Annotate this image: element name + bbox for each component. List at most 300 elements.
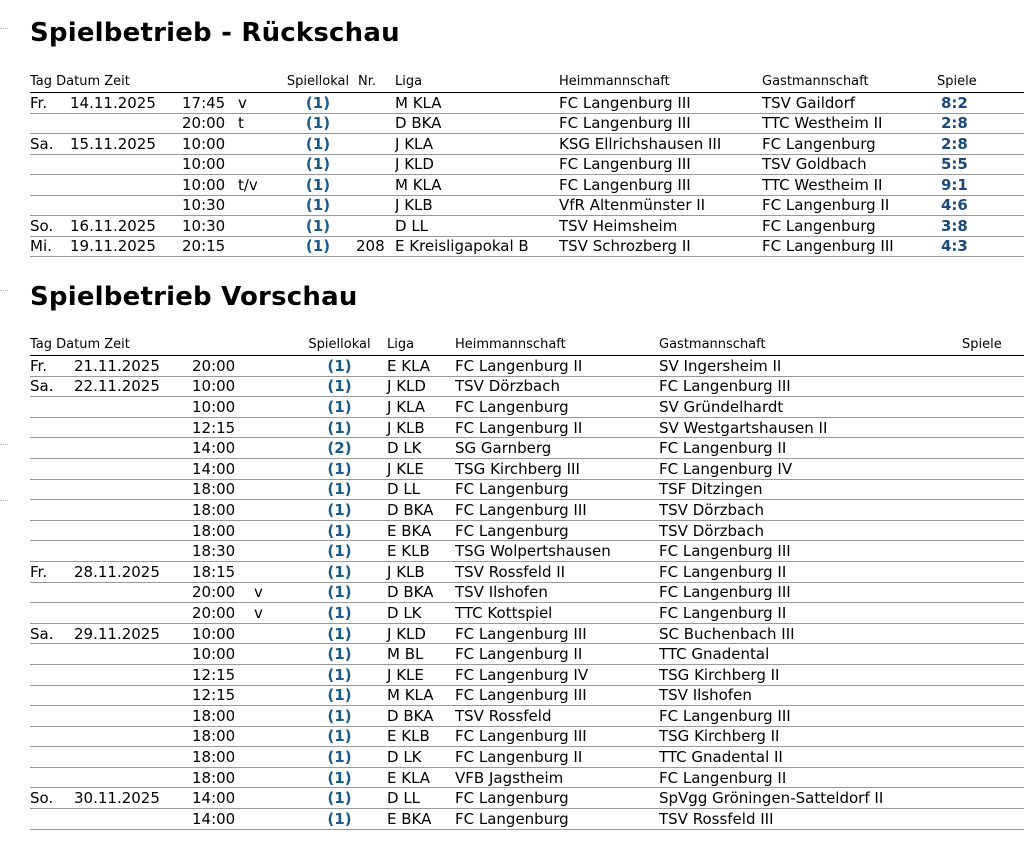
table-row xyxy=(30,788,1024,809)
cell-gast: FC Langenburg II xyxy=(659,603,962,624)
spiellokal-link[interactable]: (1) xyxy=(296,706,383,727)
cell-gast: FC Langenburg IV xyxy=(659,458,962,479)
cell-tag xyxy=(30,417,70,438)
table-row xyxy=(30,417,1024,438)
cell-nr xyxy=(350,195,395,216)
cell-flag xyxy=(248,767,296,788)
cell-gast: FC Langenburg III xyxy=(659,376,962,397)
cell-zeit: 18:00 xyxy=(192,479,248,500)
cell-flag xyxy=(238,216,286,237)
spiellokal-link[interactable]: (1) xyxy=(296,397,383,418)
spiellokal-link[interactable]: (1) xyxy=(296,767,383,788)
spiellokal-link[interactable]: (1) xyxy=(286,175,350,196)
cell-liga: J KLB xyxy=(383,561,455,582)
cell-datum xyxy=(70,767,192,788)
cell-datum xyxy=(70,809,192,830)
cell-zeit: 10:00 xyxy=(182,154,238,175)
table-row xyxy=(30,479,1024,500)
cell-flag xyxy=(248,664,296,685)
cell-flag xyxy=(248,479,296,500)
cell-liga: J KLD xyxy=(395,154,559,175)
cell-spiele xyxy=(962,809,1024,830)
cell-tag xyxy=(30,644,70,665)
margin-mark xyxy=(0,444,8,445)
cell-heim: FC Langenburg IV xyxy=(455,664,659,685)
cell-flag xyxy=(248,520,296,541)
cell-spiele xyxy=(962,438,1024,459)
cell-gast: TTC Gnadental II xyxy=(659,747,962,768)
cell-tag: Sa. xyxy=(30,376,70,397)
cell-zeit: 20:00 xyxy=(192,356,248,377)
cell-spiele xyxy=(962,664,1024,685)
cell-tag: Sa. xyxy=(30,134,70,155)
spiellokal-link[interactable]: (1) xyxy=(296,417,383,438)
cell-flag: v xyxy=(248,582,296,603)
cell-spiele xyxy=(962,500,1024,521)
cell-gast: FC Langenburg II xyxy=(659,767,962,788)
cell-liga: J KLB xyxy=(395,195,559,216)
cell-heim: FC Langenburg III xyxy=(455,726,659,747)
cell-heim: TSV Rossfeld xyxy=(455,706,659,727)
cell-flag xyxy=(248,417,296,438)
cell-gast: SV Westgartshausen II xyxy=(659,417,962,438)
table-row xyxy=(30,541,1024,562)
score-link[interactable]: 3:8 xyxy=(937,216,1024,237)
cell-spiele xyxy=(962,541,1024,562)
cell-liga: D BKA xyxy=(383,582,455,603)
cell-heim: TSV Ilshofen xyxy=(455,582,659,603)
spiellokal-link[interactable]: (1) xyxy=(286,216,350,237)
cell-gast: TTC Westheim II xyxy=(762,113,937,134)
cell-nr xyxy=(350,175,395,196)
cell-flag xyxy=(248,747,296,768)
score-link[interactable]: 5:5 xyxy=(937,154,1024,175)
cell-zeit: 20:15 xyxy=(182,236,238,257)
cell-gast: TSF Ditzingen xyxy=(659,479,962,500)
cell-datum xyxy=(70,644,192,665)
spiellokal-link[interactable]: (1) xyxy=(296,685,383,706)
cell-datum: 16.11.2025 xyxy=(70,216,182,237)
cell-zeit: 12:15 xyxy=(192,685,248,706)
header-liga: Liga xyxy=(383,335,455,356)
table-row xyxy=(30,216,1024,237)
cell-tag xyxy=(30,154,70,175)
cell-tag xyxy=(30,706,70,727)
spiellokal-link[interactable]: (1) xyxy=(286,93,350,114)
cell-heim: VfR Altenmünster II xyxy=(559,195,762,216)
cell-flag xyxy=(248,788,296,809)
table-row xyxy=(30,520,1024,541)
cell-zeit: 18:00 xyxy=(192,726,248,747)
cell-spiele xyxy=(962,685,1024,706)
cell-heim: FC Langenburg II xyxy=(455,644,659,665)
header-heim: Heimmannschaft xyxy=(559,72,762,93)
cell-datum xyxy=(70,747,192,768)
cell-heim: FC Langenburg xyxy=(455,397,659,418)
cell-zeit: 10:00 xyxy=(192,397,248,418)
cell-nr xyxy=(350,134,395,155)
table-row xyxy=(30,500,1024,521)
cell-zeit: 10:30 xyxy=(182,195,238,216)
cell-liga: E Kreisligapokal B xyxy=(395,236,559,257)
cell-tag: Fr. xyxy=(30,93,70,114)
cell-gast: TSV Dörzbach xyxy=(659,500,962,521)
cell-heim: FC Langenburg III xyxy=(455,685,659,706)
cell-liga: J KLA xyxy=(395,134,559,155)
cell-tag xyxy=(30,726,70,747)
margin-mark xyxy=(0,290,8,291)
cell-heim: FC Langenburg III xyxy=(559,113,762,134)
cell-flag xyxy=(248,644,296,665)
cell-tag xyxy=(30,175,70,196)
cell-tag xyxy=(30,500,70,521)
cell-zeit: 12:15 xyxy=(192,417,248,438)
cell-tag: Fr. xyxy=(30,356,70,377)
cell-spiele xyxy=(962,561,1024,582)
cell-spiele xyxy=(962,788,1024,809)
cell-spiele xyxy=(962,623,1024,644)
cell-liga: E KLB xyxy=(383,541,455,562)
cell-flag xyxy=(248,397,296,418)
cell-flag xyxy=(238,195,286,216)
cell-heim: TSG Kirchberg III xyxy=(455,458,659,479)
spiellokal-link[interactable]: (1) xyxy=(296,726,383,747)
cell-tag xyxy=(30,520,70,541)
cell-spiele xyxy=(962,376,1024,397)
cell-tag xyxy=(30,195,70,216)
header-spiele: Spiele xyxy=(962,335,1024,356)
header-gast: Gastmannschaft xyxy=(659,335,962,356)
table-row xyxy=(30,236,1024,257)
cell-zeit: 18:30 xyxy=(192,541,248,562)
cell-datum xyxy=(70,113,182,134)
cell-datum xyxy=(70,458,192,479)
spiellokal-link[interactable]: (1) xyxy=(286,134,350,155)
cell-datum xyxy=(70,706,192,727)
cell-datum: 21.11.2025 xyxy=(70,356,192,377)
cell-heim: FC Langenburg II xyxy=(455,356,659,377)
cell-gast: FC Langenburg xyxy=(762,216,937,237)
cell-liga: M KLA xyxy=(383,685,455,706)
cell-liga: E KLA xyxy=(383,356,455,377)
cell-datum xyxy=(70,438,192,459)
cell-tag xyxy=(30,458,70,479)
table-row xyxy=(30,726,1024,747)
header-heim: Heimmannschaft xyxy=(455,335,659,356)
cell-gast: TTC Gnadental xyxy=(659,644,962,665)
cell-heim: FC Langenburg III xyxy=(455,500,659,521)
cell-zeit: 20:00 xyxy=(192,603,248,624)
table-row xyxy=(30,809,1024,830)
cell-zeit: 20:00 xyxy=(182,113,238,134)
cell-gast: FC Langenburg III xyxy=(659,541,962,562)
table-row xyxy=(30,603,1024,624)
cell-flag xyxy=(248,376,296,397)
cell-liga: D BKA xyxy=(383,706,455,727)
cell-datum xyxy=(70,541,192,562)
cell-spiele xyxy=(962,644,1024,665)
cell-tag: Mi. xyxy=(30,236,70,257)
cell-gast: TSV Gaildorf xyxy=(762,93,937,114)
cell-liga: E BKA xyxy=(383,520,455,541)
cell-liga: J KLD xyxy=(383,376,455,397)
cell-zeit: 14:00 xyxy=(192,458,248,479)
spiellokal-link[interactable]: (1) xyxy=(296,541,383,562)
score-link[interactable]: 4:3 xyxy=(937,236,1024,257)
cell-heim: FC Langenburg III xyxy=(559,93,762,114)
cell-flag xyxy=(248,500,296,521)
cell-zeit: 18:15 xyxy=(192,561,248,582)
spiellokal-link[interactable]: (1) xyxy=(296,603,383,624)
cell-gast: TSV Goldbach xyxy=(762,154,937,175)
cell-zeit: 10:00 xyxy=(192,623,248,644)
table-row xyxy=(30,356,1024,377)
cell-heim: FC Langenburg xyxy=(455,788,659,809)
cell-tag xyxy=(30,747,70,768)
cell-datum xyxy=(70,664,192,685)
cell-flag xyxy=(248,438,296,459)
cell-heim: KSG Ellrichshausen III xyxy=(559,134,762,155)
cell-tag: Fr. xyxy=(30,561,70,582)
cell-spiele xyxy=(962,458,1024,479)
cell-gast: SpVgg Gröningen-Satteldorf II xyxy=(659,788,962,809)
cell-liga: D LK xyxy=(383,747,455,768)
cell-liga: D BKA xyxy=(395,113,559,134)
spiellokal-link[interactable]: (1) xyxy=(296,376,383,397)
table-row xyxy=(30,623,1024,644)
cell-gast: TSV Rossfeld III xyxy=(659,809,962,830)
cell-datum xyxy=(70,397,192,418)
score-link[interactable]: 2:8 xyxy=(937,134,1024,155)
cell-datum xyxy=(70,582,192,603)
spiellokal-link[interactable]: (2) xyxy=(296,438,383,459)
spiellokal-link[interactable]: (1) xyxy=(296,356,383,377)
spiellokal-link[interactable]: (1) xyxy=(286,113,350,134)
cell-zeit: 14:00 xyxy=(192,809,248,830)
cell-flag xyxy=(248,356,296,377)
table-row xyxy=(30,747,1024,768)
header-spiele: Spiele xyxy=(937,72,1024,93)
rueckschau-table xyxy=(30,72,1024,257)
cell-datum: 15.11.2025 xyxy=(70,134,182,155)
header-nr: Nr. xyxy=(350,72,395,93)
cell-flag xyxy=(248,726,296,747)
cell-zeit: 10:30 xyxy=(182,216,238,237)
cell-gast: FC Langenburg II xyxy=(659,438,962,459)
cell-datum: 29.11.2025 xyxy=(70,623,192,644)
cell-gast: TSG Kirchberg II xyxy=(659,664,962,685)
cell-tag xyxy=(30,685,70,706)
cell-gast: TTC Westheim II xyxy=(762,175,937,196)
spiellokal-link[interactable]: (1) xyxy=(286,195,350,216)
cell-heim: TSV Heimsheim xyxy=(559,216,762,237)
cell-liga: M KLA xyxy=(395,175,559,196)
table-row xyxy=(30,664,1024,685)
spiellokal-link[interactable]: (1) xyxy=(296,788,383,809)
table-header xyxy=(30,335,1024,356)
cell-liga: J KLE xyxy=(383,458,455,479)
cell-nr: 208 xyxy=(350,236,395,257)
spiellokal-link[interactable]: (1) xyxy=(296,561,383,582)
cell-heim: TSG Wolpertshausen xyxy=(455,541,659,562)
table-row xyxy=(30,767,1024,788)
cell-heim: SG Garnberg xyxy=(455,438,659,459)
cell-tag xyxy=(30,767,70,788)
spiellokal-link[interactable]: (1) xyxy=(296,458,383,479)
cell-zeit: 10:00 xyxy=(182,134,238,155)
table-row xyxy=(30,93,1024,114)
cell-flag xyxy=(248,541,296,562)
cell-liga: M KLA xyxy=(395,93,559,114)
spiellokal-link[interactable]: (1) xyxy=(286,154,350,175)
cell-datum xyxy=(70,500,192,521)
cell-nr xyxy=(350,93,395,114)
table-row xyxy=(30,706,1024,727)
spiellokal-link[interactable]: (1) xyxy=(296,623,383,644)
cell-tag xyxy=(30,809,70,830)
cell-liga: D LL xyxy=(395,216,559,237)
cell-liga: J KLA xyxy=(383,397,455,418)
cell-heim: FC Langenburg III xyxy=(455,623,659,644)
cell-datum: 30.11.2025 xyxy=(70,788,192,809)
score-link[interactable]: 4:6 xyxy=(937,195,1024,216)
cell-flag xyxy=(248,623,296,644)
table-row xyxy=(30,397,1024,418)
table-row xyxy=(30,195,1024,216)
cell-flag xyxy=(248,561,296,582)
cell-zeit: 20:00 xyxy=(192,582,248,603)
table-row xyxy=(30,154,1024,175)
cell-liga: D LL xyxy=(383,788,455,809)
spiellokal-link[interactable]: (1) xyxy=(296,809,383,830)
cell-liga: D LL xyxy=(383,479,455,500)
cell-datum: 28.11.2025 xyxy=(70,561,192,582)
cell-heim: TSV Schrozberg II xyxy=(559,236,762,257)
cell-gast: FC Langenburg III xyxy=(762,236,937,257)
table-row xyxy=(30,458,1024,479)
table-row xyxy=(30,376,1024,397)
spiellokal-link[interactable]: (1) xyxy=(296,500,383,521)
cell-gast: TSV Ilshofen xyxy=(659,685,962,706)
cell-datum: 22.11.2025 xyxy=(70,376,192,397)
cell-liga: J KLD xyxy=(383,623,455,644)
table-row xyxy=(30,644,1024,665)
cell-datum xyxy=(70,195,182,216)
table-row xyxy=(30,582,1024,603)
cell-spiele xyxy=(962,706,1024,727)
header-gast: Gastmannschaft xyxy=(762,72,937,93)
cell-datum xyxy=(70,417,192,438)
spiellokal-link[interactable]: (1) xyxy=(296,479,383,500)
cell-liga: D LK xyxy=(383,438,455,459)
vorschau-table xyxy=(30,335,1024,830)
cell-zeit: 18:00 xyxy=(192,500,248,521)
cell-flag xyxy=(238,134,286,155)
cell-liga: E KLB xyxy=(383,726,455,747)
cell-gast: FC Langenburg xyxy=(762,134,937,155)
cell-tag: Sa. xyxy=(30,623,70,644)
margin-mark xyxy=(0,28,8,29)
table-row xyxy=(30,561,1024,582)
cell-nr xyxy=(350,113,395,134)
cell-zeit: 10:00 xyxy=(192,376,248,397)
cell-liga: J KLE xyxy=(383,664,455,685)
cell-flag xyxy=(238,154,286,175)
spiellokal-link[interactable]: (1) xyxy=(296,644,383,665)
header-liga: Liga xyxy=(395,72,559,93)
cell-flag xyxy=(238,236,286,257)
cell-tag xyxy=(30,603,70,624)
score-link[interactable]: 9:1 xyxy=(937,175,1024,196)
cell-heim: FC Langenburg III xyxy=(559,175,762,196)
table-header xyxy=(30,72,1024,93)
vorschau-title: Spielbetrieb Vorschau xyxy=(30,282,358,312)
spiellokal-link[interactable]: (1) xyxy=(296,664,383,685)
score-link[interactable]: 8:2 xyxy=(937,93,1024,114)
cell-spiele xyxy=(962,603,1024,624)
cell-spiele xyxy=(962,747,1024,768)
cell-spiele xyxy=(962,767,1024,788)
cell-gast: FC Langenburg II xyxy=(762,195,937,216)
cell-zeit: 10:00 xyxy=(192,644,248,665)
cell-zeit: 14:00 xyxy=(192,788,248,809)
cell-flag xyxy=(248,706,296,727)
table-row xyxy=(30,113,1024,134)
cell-nr xyxy=(350,154,395,175)
cell-heim: FC Langenburg III xyxy=(559,154,762,175)
score-link[interactable]: 2:8 xyxy=(937,113,1024,134)
cell-nr xyxy=(350,216,395,237)
cell-datum: 19.11.2025 xyxy=(70,236,182,257)
cell-heim: FC Langenburg xyxy=(455,479,659,500)
cell-liga: E BKA xyxy=(383,809,455,830)
spiellokal-link[interactable]: (1) xyxy=(286,236,350,257)
cell-gast: SV Gründelhardt xyxy=(659,397,962,418)
spiellokal-link[interactable]: (1) xyxy=(296,520,383,541)
cell-datum xyxy=(70,175,182,196)
cell-zeit: 18:00 xyxy=(192,706,248,727)
table-row xyxy=(30,685,1024,706)
cell-gast: TSV Dörzbach xyxy=(659,520,962,541)
cell-gast: FC Langenburg III xyxy=(659,706,962,727)
spiellokal-link[interactable]: (1) xyxy=(296,582,383,603)
cell-tag xyxy=(30,438,70,459)
cell-tag: So. xyxy=(30,788,70,809)
cell-heim: FC Langenburg xyxy=(455,809,659,830)
table-row xyxy=(30,175,1024,196)
cell-gast: FC Langenburg II xyxy=(659,561,962,582)
cell-datum: 14.11.2025 xyxy=(70,93,182,114)
cell-heim: FC Langenburg II xyxy=(455,747,659,768)
cell-liga: D LK xyxy=(383,603,455,624)
cell-datum xyxy=(70,726,192,747)
cell-tag xyxy=(30,582,70,603)
cell-spiele xyxy=(962,397,1024,418)
cell-liga: E KLA xyxy=(383,767,455,788)
cell-heim: FC Langenburg II xyxy=(455,417,659,438)
header-tag-datum-zeit: Tag Datum Zeit xyxy=(30,72,286,93)
cell-zeit: 18:00 xyxy=(192,767,248,788)
cell-zeit: 17:45 xyxy=(182,93,238,114)
cell-spiele xyxy=(962,356,1024,377)
cell-liga: D BKA xyxy=(383,500,455,521)
spiellokal-link[interactable]: (1) xyxy=(296,747,383,768)
cell-heim: TTC Kottspiel xyxy=(455,603,659,624)
cell-gast: SV Ingersheim II xyxy=(659,356,962,377)
table-row xyxy=(30,438,1024,459)
cell-zeit: 12:15 xyxy=(192,664,248,685)
cell-datum xyxy=(70,603,192,624)
